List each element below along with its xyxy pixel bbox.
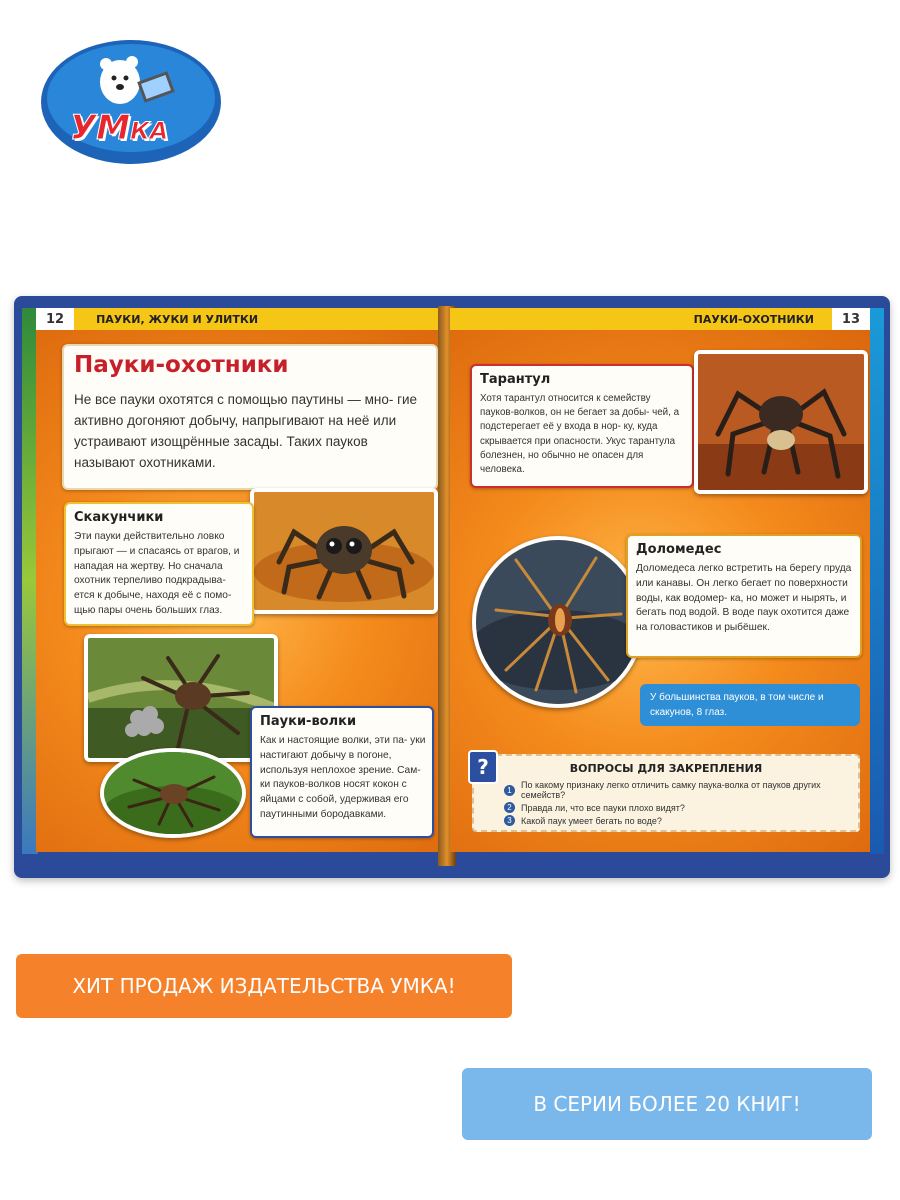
right-page <box>450 308 870 852</box>
quiz-question <box>504 780 854 800</box>
left-page <box>36 308 444 852</box>
quiz-box <box>472 754 860 832</box>
quiz-question-list <box>504 778 854 828</box>
wolves-text: Как и настоящие волки, эти па- уки настигают добычу в погоне, используя неплохое зрение. Сам- ки пауков-волков носят кокон с яйцами с собой, удерживая его паутинными бородавками. <box>260 735 426 820</box>
jumpers-card <box>64 502 254 626</box>
dolomedes-text: Доломедеса легко встретить на берегу пруда или канавы. Он легко бегает по поверхности воды, как водомер- ка, но может и нырять, и бегать под водой. В воде паук охотится даже на головастиков и рыбёшек. <box>636 563 852 634</box>
right-header <box>450 308 870 330</box>
quiz-question <box>504 815 854 826</box>
left-header <box>36 308 444 330</box>
dolomedes-card <box>626 534 862 658</box>
quiz-question-text: Правда ли, что все пауки плохо видят? <box>521 802 685 813</box>
quiz-question-number: 2 <box>504 802 515 813</box>
eyes-fact-box: У большинства пауков, в том числе и скакунов, 8 глаз. <box>640 684 860 726</box>
tarantula-title: Тарантул <box>480 372 551 387</box>
umka-logo <box>40 38 222 166</box>
logo-text-small: КА <box>130 117 169 145</box>
wolf-spider-small-photo <box>100 748 246 838</box>
quiz-question-text: По какому признаку легко отличить самку паука-волка от пауков других семейств? <box>521 780 821 800</box>
quiz-question <box>504 802 854 813</box>
wolves-title: Пауки-волки <box>260 714 357 729</box>
quiz-question-number: 1 <box>504 785 515 796</box>
jumpers-text: Эти пауки действительно ловко прыгают — и спасаясь от врагов, и нападая на жертву. Но сначала охотник терпеливо подкрадыва- ется к добыче, находя её с помо- щью пары очень больших глаз. <box>74 531 240 616</box>
logo-text-main: УМ <box>70 108 131 148</box>
right-running-head: ПАУКИ-ОХОТНИКИ <box>693 312 814 326</box>
series-banner: В СЕРИИ БОЛЕЕ 20 КНИГ! <box>462 1068 872 1140</box>
question-mark-symbol: ? <box>477 755 489 779</box>
intro-card <box>62 344 438 490</box>
jumpers-title: Скакунчики <box>74 510 164 525</box>
wolves-card <box>250 706 434 838</box>
tarantula-card <box>470 364 694 488</box>
quiz-question-text: Какой паук умеет бегать по воде? <box>521 815 662 826</box>
page-edge-right <box>870 308 884 854</box>
jumping-spider-photo <box>250 488 438 614</box>
left-running-head: ПАУКИ, ЖУКИ И УЛИТКИ <box>96 312 259 326</box>
tarantula-text: Хотя тарантул относится к семейству пауков-волков, он не бегает за добы- чей, а подстерегает её у входа в нор- ку, куда скрывается при опасности. Укус тарантула болезнен, но обычно не опасен для человека. <box>480 393 680 476</box>
book-spread <box>14 296 890 878</box>
wolf-spider-photo <box>84 634 278 762</box>
left-page-number: 12 <box>36 308 74 330</box>
right-page-number: 13 <box>832 308 870 330</box>
tarantula-photo <box>694 350 868 494</box>
bestseller-banner: ХИТ ПРОДАЖ ИЗДАТЕЛЬСТВА УМКА! <box>16 954 512 1018</box>
page-title: Пауки-охотники <box>74 352 289 378</box>
quiz-question-number: 3 <box>504 815 515 826</box>
intro-text: Не все пауки охотятся с помощью паутины — мно- гие активно догоняют добычу, напрыгивают на неё или устраивают изощрённые засады. Таких пауков называют охотниками. <box>74 392 418 470</box>
dolomedes-photo <box>472 536 644 708</box>
quiz-title: ВОПРОСЫ ДЛЯ ЗАКРЕПЛЕНИЯ <box>569 762 763 775</box>
dolomedes-title: Доломедес <box>636 542 722 557</box>
